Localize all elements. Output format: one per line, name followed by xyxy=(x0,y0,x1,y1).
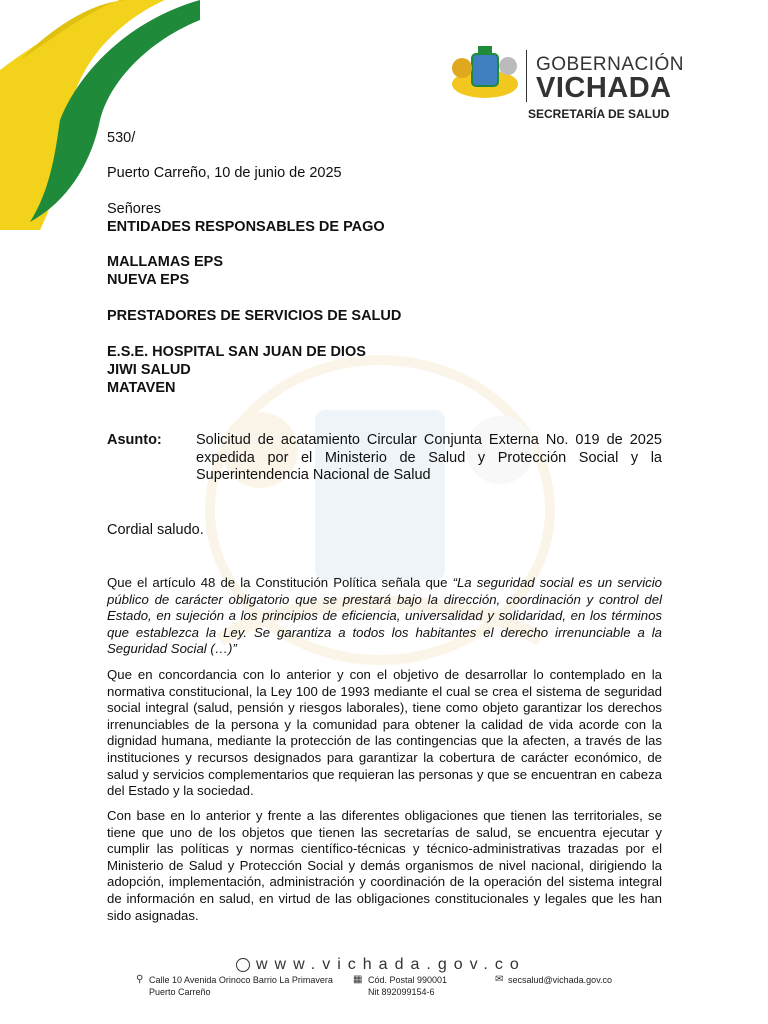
subject-label: Asunto: xyxy=(107,432,162,448)
department-name: SECRETARÍA DE SALUD xyxy=(528,107,670,121)
greeting: Cordial saludo. xyxy=(107,522,204,538)
paragraph-3: Con base en lo anterior y frente a las diferentes obligaciones que tienen las territoriales, se tiene que uno de los objetos que tienen las secretarías de salud, se encuentra ejecutar y cumplir las políticas y normas científico-técnicas y técnico-administrativas trazadas por el Ministerio de Salud y Protección Social y demás organismos de nivel nacional, dirigiendo la adopción, implementación, administración y coordinación de la operación del sistema integral de información en salud, en virtud de las obligaciones constitucionales y legales que les han sido asignadas. xyxy=(107,808,662,923)
recipient-item: MALLAMAS EPS xyxy=(107,254,223,270)
location-pin-icon: ⚲ xyxy=(136,974,144,985)
subject-text: Solicitud de acatamiento Circular Conjunta Externa No. 019 de 2025 expedida por el Ministerio de Salud y Protección Social y la Superintendencia Nacional de Salud xyxy=(196,432,662,483)
salutation-to: Señores xyxy=(107,201,162,217)
org-name-line1: GOBERNACIÓN xyxy=(536,54,685,75)
constitution-quote: “La seguridad social es un servicio público de carácter obligatorio que se prestará bajo la dirección, coordinación y control del Estado, en sujeción a los principios de eficiencia, universalidad y solidaridad, en los términos que establezca la Ley. Se garantiza a todos los habitantes el derecho irrenunciable a la Seguridad Social (…)” xyxy=(107,575,662,657)
org-name-line2: VICHADA xyxy=(536,72,672,104)
flag-ribbon xyxy=(0,0,200,230)
place-date: Puerto Carreño, 10 de junio de 2025 xyxy=(107,165,342,181)
nit-number: Nit 892099154-6 xyxy=(368,987,435,997)
footer-postal xyxy=(368,974,447,998)
recipient-item: MATAVEN xyxy=(107,380,176,396)
footer-address xyxy=(149,974,333,998)
postal-code: Cód. Postal 990001 xyxy=(368,975,448,985)
footer-website[interactable] xyxy=(236,956,526,974)
logo-divider xyxy=(526,50,527,102)
recipient-group-title: ENTIDADES RESPONSABLES DE PAGO xyxy=(107,219,385,235)
envelope-icon: ✉ xyxy=(495,974,504,985)
recipient-item: JIWI SALUD xyxy=(107,362,191,378)
recipient-group-title: PRESTADORES DE SERVICIOS DE SALUD xyxy=(107,308,402,324)
coat-of-arms-icon xyxy=(448,44,522,102)
paragraph-1-intro: Que el artículo 48 de la Constitución Política señala que xyxy=(107,575,453,590)
address-line1: Calle 10 Avenida Orinoco Barrio La Primavera xyxy=(149,975,333,985)
recipient-item: NUEVA EPS xyxy=(107,272,190,288)
header-logo xyxy=(448,44,685,124)
paragraph-2: Que en concordancia con lo anterior y con el objetivo de desarrollar lo contemplado en la normativa constitucional, la Ley 100 de 1993 mediante el cual se crea el sistema de seguridad social integral (salud, pensión y riesgos laborales), tiene como objeto garantizar los derechos irrenunciables de la persona y la comunidad para obtener la calidad de vida acorde con la dignidad humana, mediante la protección de las contingencias que la afecten, a través de las instituciones y recursos designados para garantizar la cobertura de carácter económico, de salud y servicios complementarios que requieran las personas y que se encuentran en cabeza del Estado y la sociedad. xyxy=(107,667,662,799)
address-line2: Puerto Carreño xyxy=(149,987,211,997)
footer-email[interactable]: secsalud@vichada.gov.co xyxy=(508,975,613,985)
reference-number: 530/ xyxy=(107,130,136,146)
globe-icon xyxy=(236,958,250,972)
website-text: www.vichada.gov.co xyxy=(256,956,526,973)
building-icon: ▦ xyxy=(353,974,363,985)
recipient-item: E.S.E. HOSPITAL SAN JUAN DE DIOS xyxy=(107,344,366,360)
paragraph-1 xyxy=(107,575,662,658)
